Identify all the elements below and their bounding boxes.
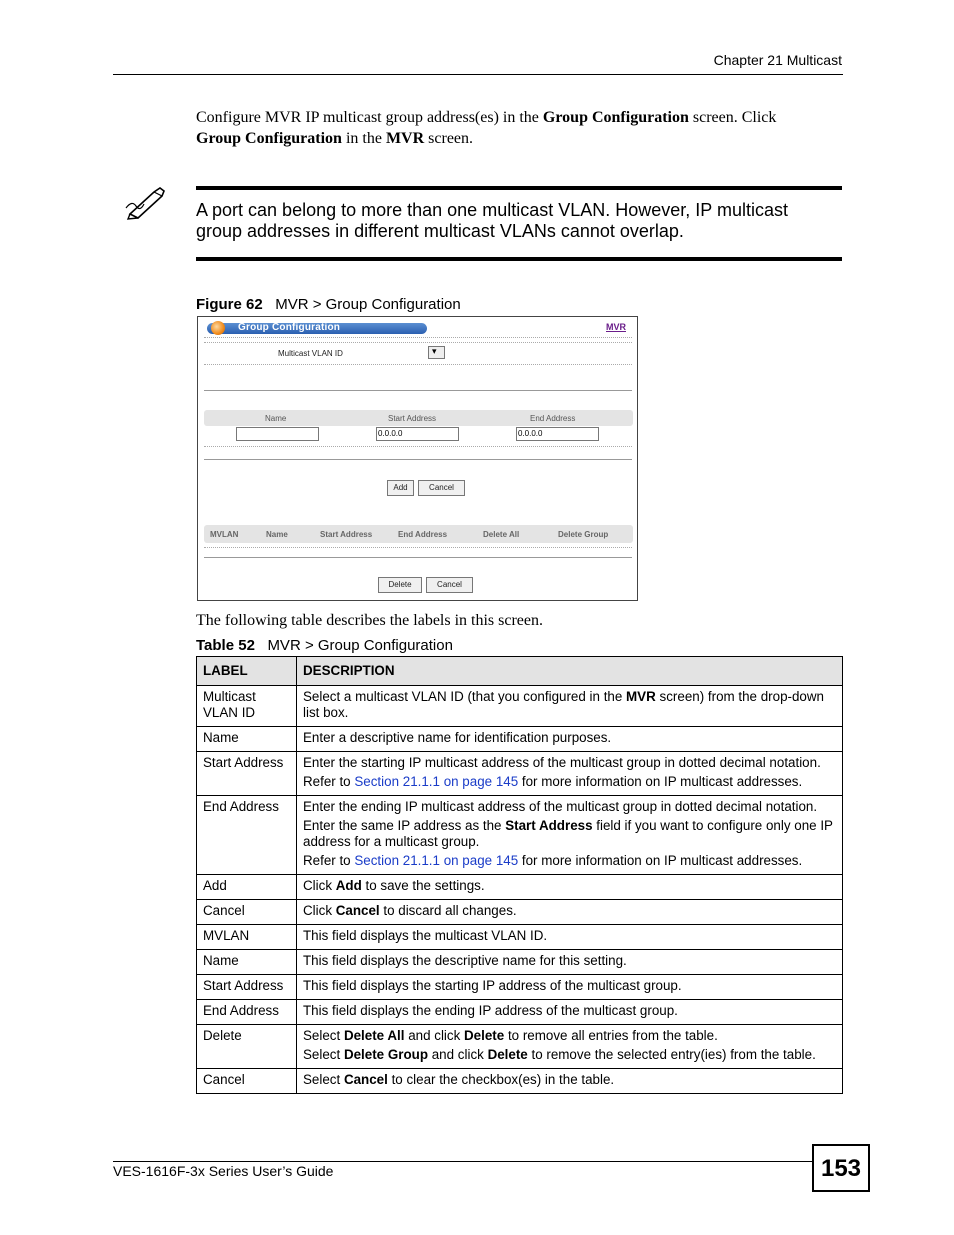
row-label: Delete (197, 1025, 297, 1069)
row-description: Enter the ending IP multicast address of the multicast group in dotted decimal notation. Enter the same IP address as the Start Address field if you want to configure only one IP address for a multicast group. Refer to Section 21.1.1 on page 145 for more information on IP multicast addresses. (297, 796, 843, 875)
description-column-header: DESCRIPTION (297, 657, 843, 686)
table-intro-sentence: The following table describes the labels in this screen. (196, 612, 544, 629)
add-button[interactable]: Add (387, 480, 414, 496)
divider (204, 342, 632, 343)
screen-title-icon (211, 321, 225, 335)
section-link[interactable]: Section 21.1.1 on page 145 (354, 853, 519, 868)
multicast-vlan-id-label: Multicast VLAN ID (278, 349, 343, 358)
row-label: End Address (197, 796, 297, 875)
col-start-address-header: Start Address (388, 414, 437, 423)
table-row (197, 1069, 843, 1094)
page-number: 153 (820, 1155, 862, 1182)
table-row (197, 796, 843, 875)
table-row (197, 900, 843, 925)
section-link[interactable]: Section 21.1.1 on page 145 (354, 774, 519, 789)
table-row (197, 686, 843, 727)
list-col-end-address: End Address (398, 530, 448, 539)
row-description: Select Cancel to clear the checkbox(es) in the table. (297, 1069, 843, 1094)
table-row (197, 1000, 843, 1025)
row-label: Add (197, 875, 297, 900)
pen-note-icon (124, 186, 174, 220)
cancel-list-button[interactable]: Cancel (426, 577, 473, 593)
row-description: Select a multicast VLAN ID (that you configured in the MVR screen) from the drop-down list box. (297, 686, 843, 727)
multicast-vlan-id-select[interactable] (428, 346, 445, 359)
row-label: Start Address (197, 752, 297, 796)
col-name-header: Name (265, 414, 287, 423)
table-row (197, 875, 843, 900)
divider (204, 337, 632, 338)
table-caption: Table 52 MVR > Group Configuration (196, 637, 453, 654)
col-end-address-header: End Address (530, 414, 576, 423)
row-description: This field displays the ending IP address of the multicast group. (297, 1000, 843, 1025)
page-number-box (812, 1144, 870, 1192)
row-description: This field displays the starting IP address of the multicast group. (297, 975, 843, 1000)
figure-caption: Figure 62 MVR > Group Configuration (196, 296, 461, 313)
table-header-row (197, 657, 843, 686)
list-col-start-address: Start Address (320, 530, 373, 539)
row-label: Name (197, 950, 297, 975)
row-label: Cancel (197, 1069, 297, 1094)
divider (204, 459, 632, 460)
list-col-delete-all: Delete All (483, 530, 520, 539)
list-col-name: Name (266, 530, 288, 539)
row-description: Enter a descriptive name for identification purposes. (297, 727, 843, 752)
row-label: Cancel (197, 900, 297, 925)
row-label: MVLAN (197, 925, 297, 950)
table-row (197, 727, 843, 752)
list-col-delete-group: Delete Group (558, 530, 609, 539)
row-description: Click Cancel to discard all changes. (297, 900, 843, 925)
row-label: End Address (197, 1000, 297, 1025)
table-row (197, 925, 843, 950)
intro-paragraph: Configure MVR IP multicast group address(es) in the Group Configuration screen. Click Group Configuration in the MVR screen. (196, 109, 777, 147)
guide-title: VES-1616F-3x Series User’s Guide (113, 1163, 334, 1179)
row-description: Click Add to save the settings. (297, 875, 843, 900)
table-row (197, 975, 843, 1000)
row-label: Multicast VLAN ID (197, 686, 297, 727)
chevron-down-icon: ▾ (432, 346, 437, 356)
row-description: This field displays the descriptive name for this setting. (297, 950, 843, 975)
chapter-header: Chapter 21 Multicast (713, 52, 842, 68)
group-configuration-screenshot (197, 316, 638, 601)
table-row (197, 950, 843, 975)
footer-rule (113, 1161, 813, 1162)
row-description: This field displays the multicast VLAN ID. (297, 925, 843, 950)
divider (204, 446, 632, 447)
table-row (197, 752, 843, 796)
row-label: Name (197, 727, 297, 752)
label-column-header: LABEL (197, 657, 297, 686)
delete-button[interactable]: Delete (378, 577, 422, 593)
table-row (197, 1025, 843, 1069)
cancel-button[interactable]: Cancel (418, 480, 465, 496)
label-description-table (196, 656, 843, 1094)
divider (204, 364, 632, 365)
note-text: A port can belong to more than one multicast VLAN. However, IP multicast group addresses in different multicast VLANs cannot overlap. (196, 200, 788, 241)
divider (204, 390, 632, 391)
mvr-link[interactable]: MVR (606, 322, 626, 332)
screen-title: Group Configuration (238, 322, 341, 333)
start-address-input[interactable]: 0.0.0.0 (376, 427, 459, 441)
end-address-input[interactable]: 0.0.0.0 (516, 427, 599, 441)
row-description: Select Delete All and click Delete to remove all entries from the table. Select Delete Group and click Delete to remove the selected entry(ies) from the table. (297, 1025, 843, 1069)
row-label: Start Address (197, 975, 297, 1000)
note-rule-bottom (196, 257, 842, 261)
row-description: Enter the starting IP multicast address of the multicast group in dotted decimal notation. Refer to Section 21.1.1 on page 145 for more information on IP multicast addresses. (297, 752, 843, 796)
header-rule (113, 74, 843, 75)
note-rule-top (196, 186, 842, 190)
divider (204, 547, 632, 548)
list-col-mvlan: MVLAN (210, 530, 239, 539)
name-input[interactable] (236, 427, 319, 441)
divider (204, 557, 632, 558)
